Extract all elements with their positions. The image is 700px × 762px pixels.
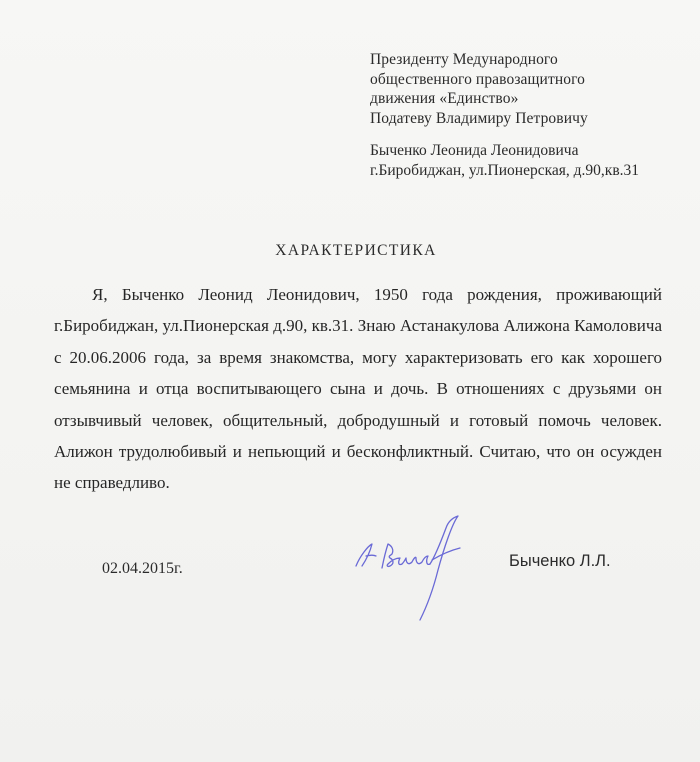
document-title: ХАРАКТЕРИСТИКА xyxy=(275,242,437,259)
sender-address: г.Биробиджан, ул.Пионерская, д.90,кв.31 xyxy=(370,161,640,179)
addressee-line: общественного правозащитного xyxy=(370,70,585,88)
addressee-block xyxy=(370,50,690,128)
addressee-line: Президенту Медународного xyxy=(370,51,558,68)
handwritten-signature xyxy=(348,508,488,628)
sender-name: Быченко Леонида Леонидовича xyxy=(370,142,579,159)
sender-block xyxy=(370,141,690,180)
signer-name: Быченко Л.Л. xyxy=(509,552,611,570)
addressee-line: движения «Единство» xyxy=(370,90,519,107)
addressee-line: Податеву Владимиру Петровичу xyxy=(370,109,588,127)
document-body: Я, Быченко Леонид Леонидович, 1950 года рождения, проживающий г.Биробиджан, ул.Пионерская д.90, кв.31. Знаю Астанакулова Алижона Камоловича с 20.06.2006 года, за время знакомства, могу характеризовать его как хорошего семьянина и отца воспитывающего сына и дочь. В отношениях с друзьями он отзывчивый человек, общительный, добродушный и готовый помочь человек. Алижон трудолюбивый и непьющий и бесконфликтный. Считаю, что он осужден не справедливо. xyxy=(54,285,662,493)
document-date: 02.04.2015г. xyxy=(102,560,183,577)
